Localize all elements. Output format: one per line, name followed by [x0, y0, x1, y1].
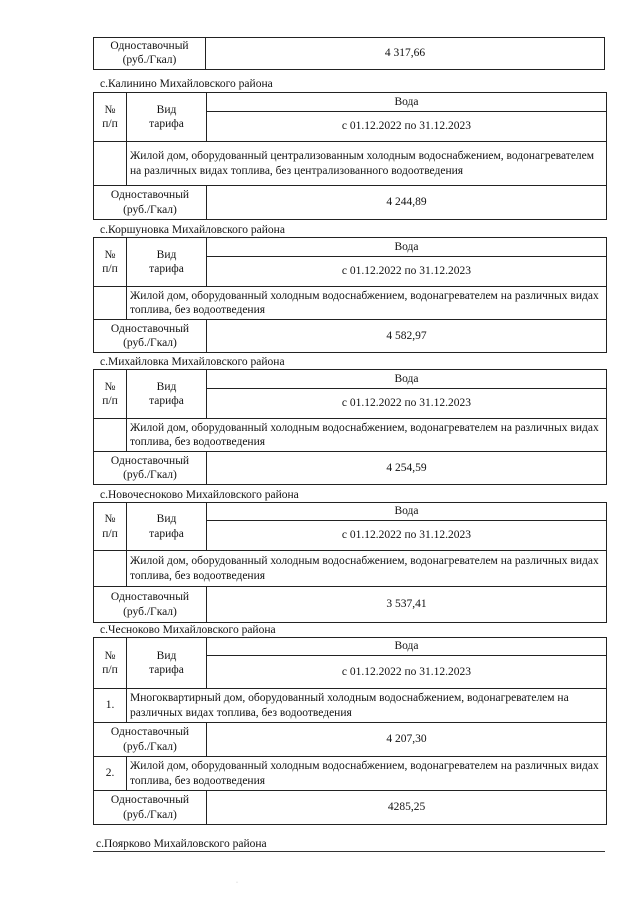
- row-description: Жилой дом, оборудованный холодным водоснабжением, водонагревателем на различных видах топлива, без водоотведения: [127, 551, 607, 587]
- period-header: с 01.12.2022 по 31.12.2023: [207, 389, 607, 419]
- tariff-table-kalinino: [93, 92, 607, 220]
- rate-value: 4 244,89: [207, 186, 607, 220]
- section-title-kalinino: с.Калинино Михайловского района: [100, 78, 273, 90]
- row-description: Жилой дом, оборудованный холодным водоснабжением, водонагревателем на различных видах топлива, без водоотведения: [127, 757, 607, 791]
- type-header: Вид тарифа: [127, 93, 207, 142]
- rate-label: Одноставочный (руб./Гкал): [94, 186, 207, 220]
- rate-value: 3 537,41: [207, 587, 607, 623]
- top-rate-table: [93, 37, 605, 70]
- rate-value: 4 317,66: [206, 38, 605, 70]
- row-num: 1.: [94, 689, 127, 723]
- type-header: Вид тарифа: [127, 503, 207, 551]
- period-header: с 01.12.2022 по 31.12.2023: [207, 257, 607, 287]
- rate-value: 4 254,59: [207, 452, 607, 485]
- num-header: № п/п: [94, 638, 127, 689]
- water-header: Вода: [207, 93, 607, 112]
- section-title-poyarkovo: с.Поярково Михайловского района: [96, 838, 267, 850]
- row-num: [94, 551, 127, 587]
- rate-value: 4 207,30: [207, 723, 607, 757]
- rate-label: Одноставочный (руб./Гкал): [94, 723, 207, 757]
- period-header: с 01.12.2022 по 31.12.2023: [207, 521, 607, 551]
- row-num: [94, 287, 127, 320]
- rate-label: Одноставочный (руб./Гкал): [94, 791, 207, 825]
- type-header: Вид тарифа: [127, 370, 207, 419]
- num-header: № п/п: [94, 93, 127, 142]
- row-num: 2.: [94, 757, 127, 791]
- row-description: Жилой дом, оборудованный холодным водоснабжением, водонагревателем на различных видах топлива, без водоотведения: [127, 419, 607, 452]
- section-title-mikhaylovka: с.Михайловка Михайловского района: [100, 356, 285, 368]
- water-header: Вода: [207, 238, 607, 257]
- water-header: Вода: [207, 503, 607, 521]
- section-title-chesnokovo: с.Чесноково Михайловского района: [100, 624, 276, 636]
- water-header: Вода: [207, 370, 607, 389]
- rate-label: Одноставочный (руб./Гкал): [94, 38, 206, 70]
- rate-label: Одноставочный (руб./Гкал): [94, 587, 207, 623]
- tariff-table-novochesnokovo: [93, 502, 607, 623]
- section-title-korshunovka: с.Коршуновка Михайловского района: [100, 224, 285, 236]
- water-header: Вода: [207, 638, 607, 656]
- tariff-table-mikhaylovka: [93, 369, 607, 485]
- num-header: № п/п: [94, 370, 127, 419]
- rate-label: Одноставочный (руб./Гкал): [94, 452, 207, 485]
- type-header: Вид тарифа: [127, 238, 207, 287]
- tariff-table-korshunovka: [93, 237, 607, 353]
- period-header: с 01.12.2022 по 31.12.2023: [207, 656, 607, 689]
- row-num: [94, 419, 127, 452]
- num-header: № п/п: [94, 503, 127, 551]
- bottom-rule: [93, 851, 605, 852]
- period-header: с 01.12.2022 по 31.12.2023: [207, 112, 607, 142]
- row-num: [94, 142, 127, 186]
- type-header: Вид тарифа: [127, 638, 207, 689]
- row-description: Жилой дом, оборудованный холодным водоснабжением, водонагревателем на различных видах топлива, без водоотведения: [127, 287, 607, 320]
- rate-value: 4285,25: [207, 791, 607, 825]
- scan-speck: ·: [236, 880, 238, 886]
- tariff-table-chesnokovo: [93, 637, 607, 825]
- row-description: Многоквартирный дом, оборудованный холодным водоснабжением, водонагревателем на различных видах топлива, без водоотведения: [127, 689, 607, 723]
- rate-value: 4 582,97: [207, 320, 607, 353]
- row-description: Жилой дом, оборудованный централизованным холодным водоснабжением, водонагревателем на различных видах топлива, без централизованного водоотведения: [127, 142, 607, 186]
- section-title-novochesnokovo: с.Новочесноково Михайловского района: [100, 489, 299, 501]
- num-header: № п/п: [94, 238, 127, 287]
- rate-label: Одноставочный (руб./Гкал): [94, 320, 207, 353]
